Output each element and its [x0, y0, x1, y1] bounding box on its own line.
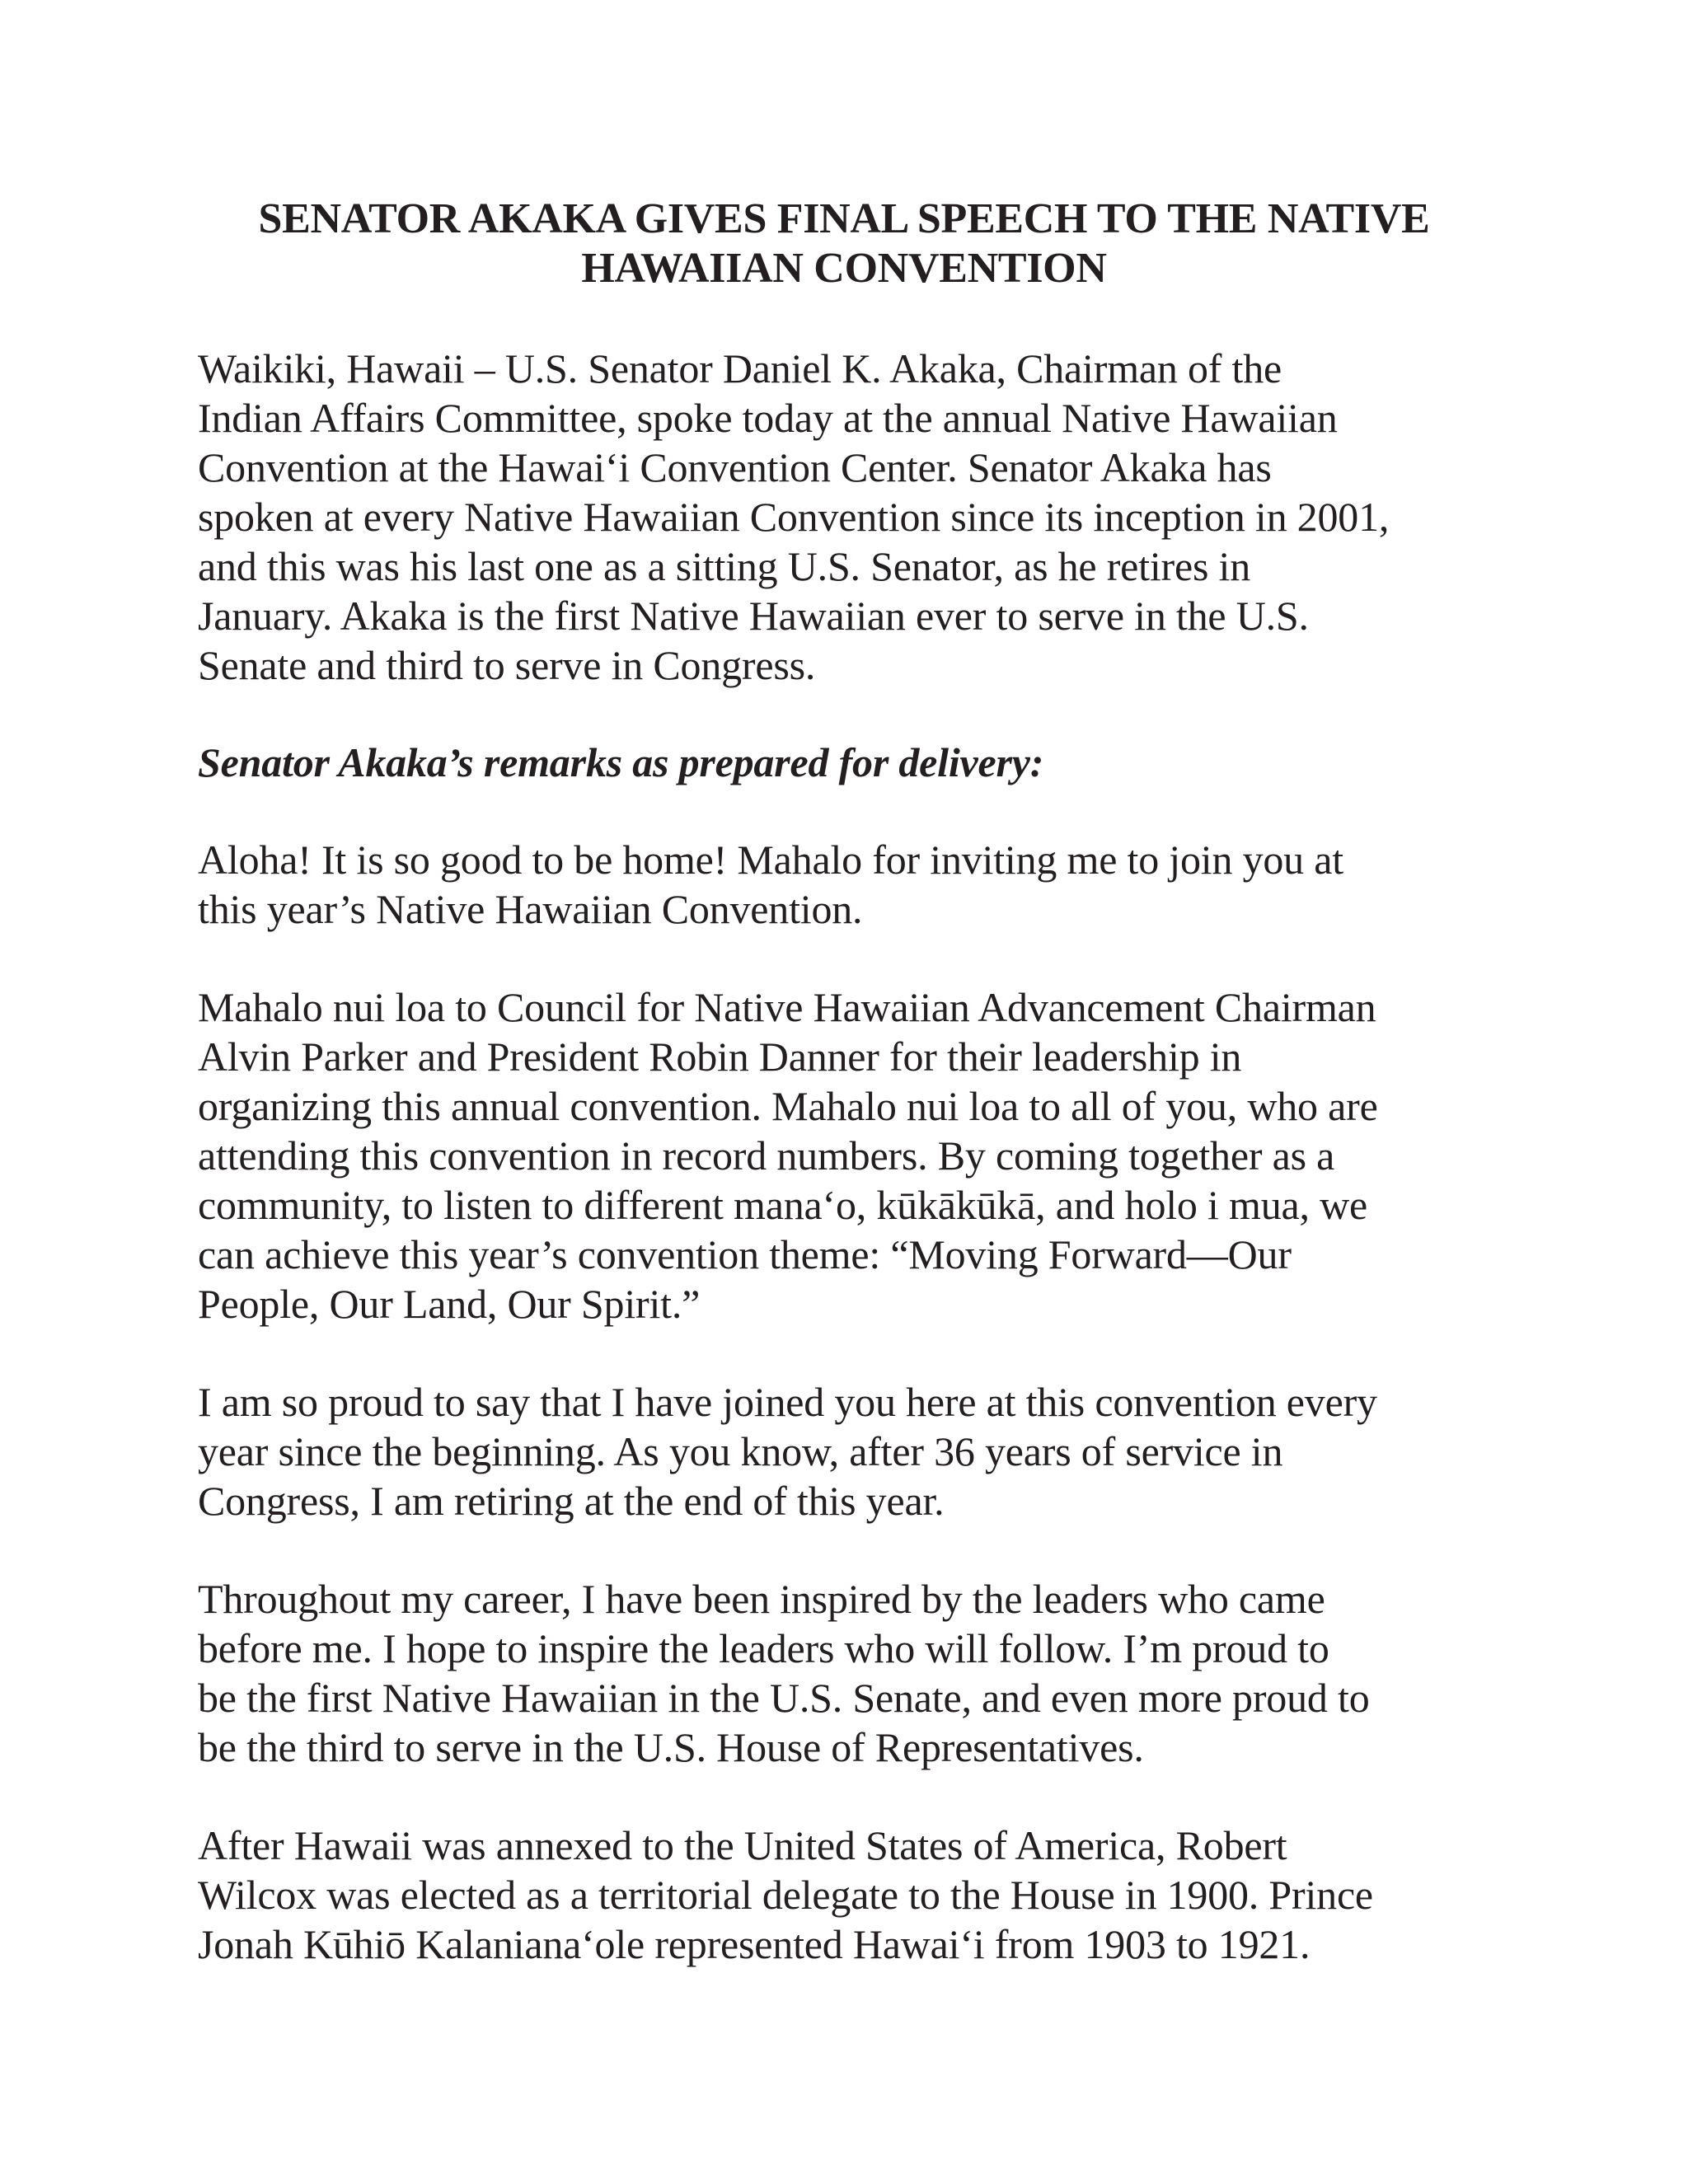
text-line: Senate and third to serve in Congress. — [198, 642, 816, 688]
text-line: be the first Native Hawaiian in the U.S. Senate, and even more proud to — [198, 1675, 1370, 1721]
text-line: year since the beginning. As you know, after 36 years of service in — [198, 1428, 1283, 1474]
text-line: organizing this annual convention. Mahalo nui loa to all of you, who are — [198, 1083, 1378, 1129]
text-line: before me. I hope to inspire the leaders who will follow. I’m proud to — [198, 1625, 1329, 1671]
text-line: be the third to serve in the U.S. House of Representatives. — [198, 1724, 1144, 1770]
speech-paragraph-5 — [198, 1821, 1566, 1969]
document-title — [132, 194, 1556, 293]
text-line: spoken at every Native Hawaiian Convention since its inception in 2001, — [198, 494, 1390, 540]
text-line: I am so proud to say that I have joined you here at this convention every — [198, 1379, 1377, 1425]
speech-paragraph-3 — [198, 1377, 1566, 1526]
text-line: Throughout my career, I have been inspired by the leaders who came — [198, 1576, 1325, 1622]
text-line: can achieve this year’s convention theme: “Moving Forward—Our — [198, 1231, 1292, 1277]
intro-paragraph — [198, 344, 1566, 690]
text-line: People, Our Land, Our Spirit.” — [198, 1281, 701, 1327]
text-line: January. Akaka is the first Native Hawaiian ever to serve in the U.S. — [198, 593, 1309, 639]
text-line: Wilcox was elected as a territorial delegate to the House in 1900. Prince — [198, 1872, 1373, 1918]
text-line: After Hawaii was annexed to the United States of America, Robert — [198, 1822, 1287, 1868]
text-line: Indian Affairs Committee, spoke today at the annual Native Hawaiian — [198, 395, 1338, 441]
text-line: and this was his last one as a sitting U.S. Senator, as he retires in — [198, 543, 1251, 589]
text-line: Waikiki, Hawaii – U.S. Senator Daniel K. Akaka, Chairman of the — [198, 345, 1282, 391]
text-line: community, to listen to different mana‘o, kūkākūkā, and holo i mua, we — [198, 1182, 1368, 1228]
text-line: Mahalo nui loa to Council for Native Hawaiian Advancement Chairman — [198, 984, 1376, 1030]
text-line: Aloha! It is so good to be home! Mahalo for inviting me to join you at — [198, 837, 1343, 883]
text-line: Jonah Kūhiō Kalaniana‘ole represented Hawai‘i from 1903 to 1921. — [198, 1921, 1311, 1967]
speech-paragraph-1 — [198, 835, 1566, 934]
text-line: Convention at the Hawai‘i Convention Center. Senator Akaka has — [198, 444, 1272, 490]
text-line: attending this convention in record numbers. By coming together as a — [198, 1132, 1335, 1179]
text-line: Alvin Parker and President Robin Danner for their leadership in — [198, 1033, 1242, 1080]
remarks-heading: Senator Akaka’s remarks as prepared for delivery: — [198, 739, 1044, 785]
speech-paragraph-4 — [198, 1574, 1566, 1772]
title-line: SENATOR AKAKA GIVES FINAL SPEECH TO THE NATIVE — [258, 195, 1430, 242]
title-line: HAWAIIAN CONVENTION — [581, 245, 1107, 292]
speech-paragraph-2 — [198, 982, 1566, 1329]
text-line: Congress, I am retiring at the end of this year. — [198, 1478, 945, 1524]
text-line: this year’s Native Hawaiian Convention. — [198, 886, 863, 932]
